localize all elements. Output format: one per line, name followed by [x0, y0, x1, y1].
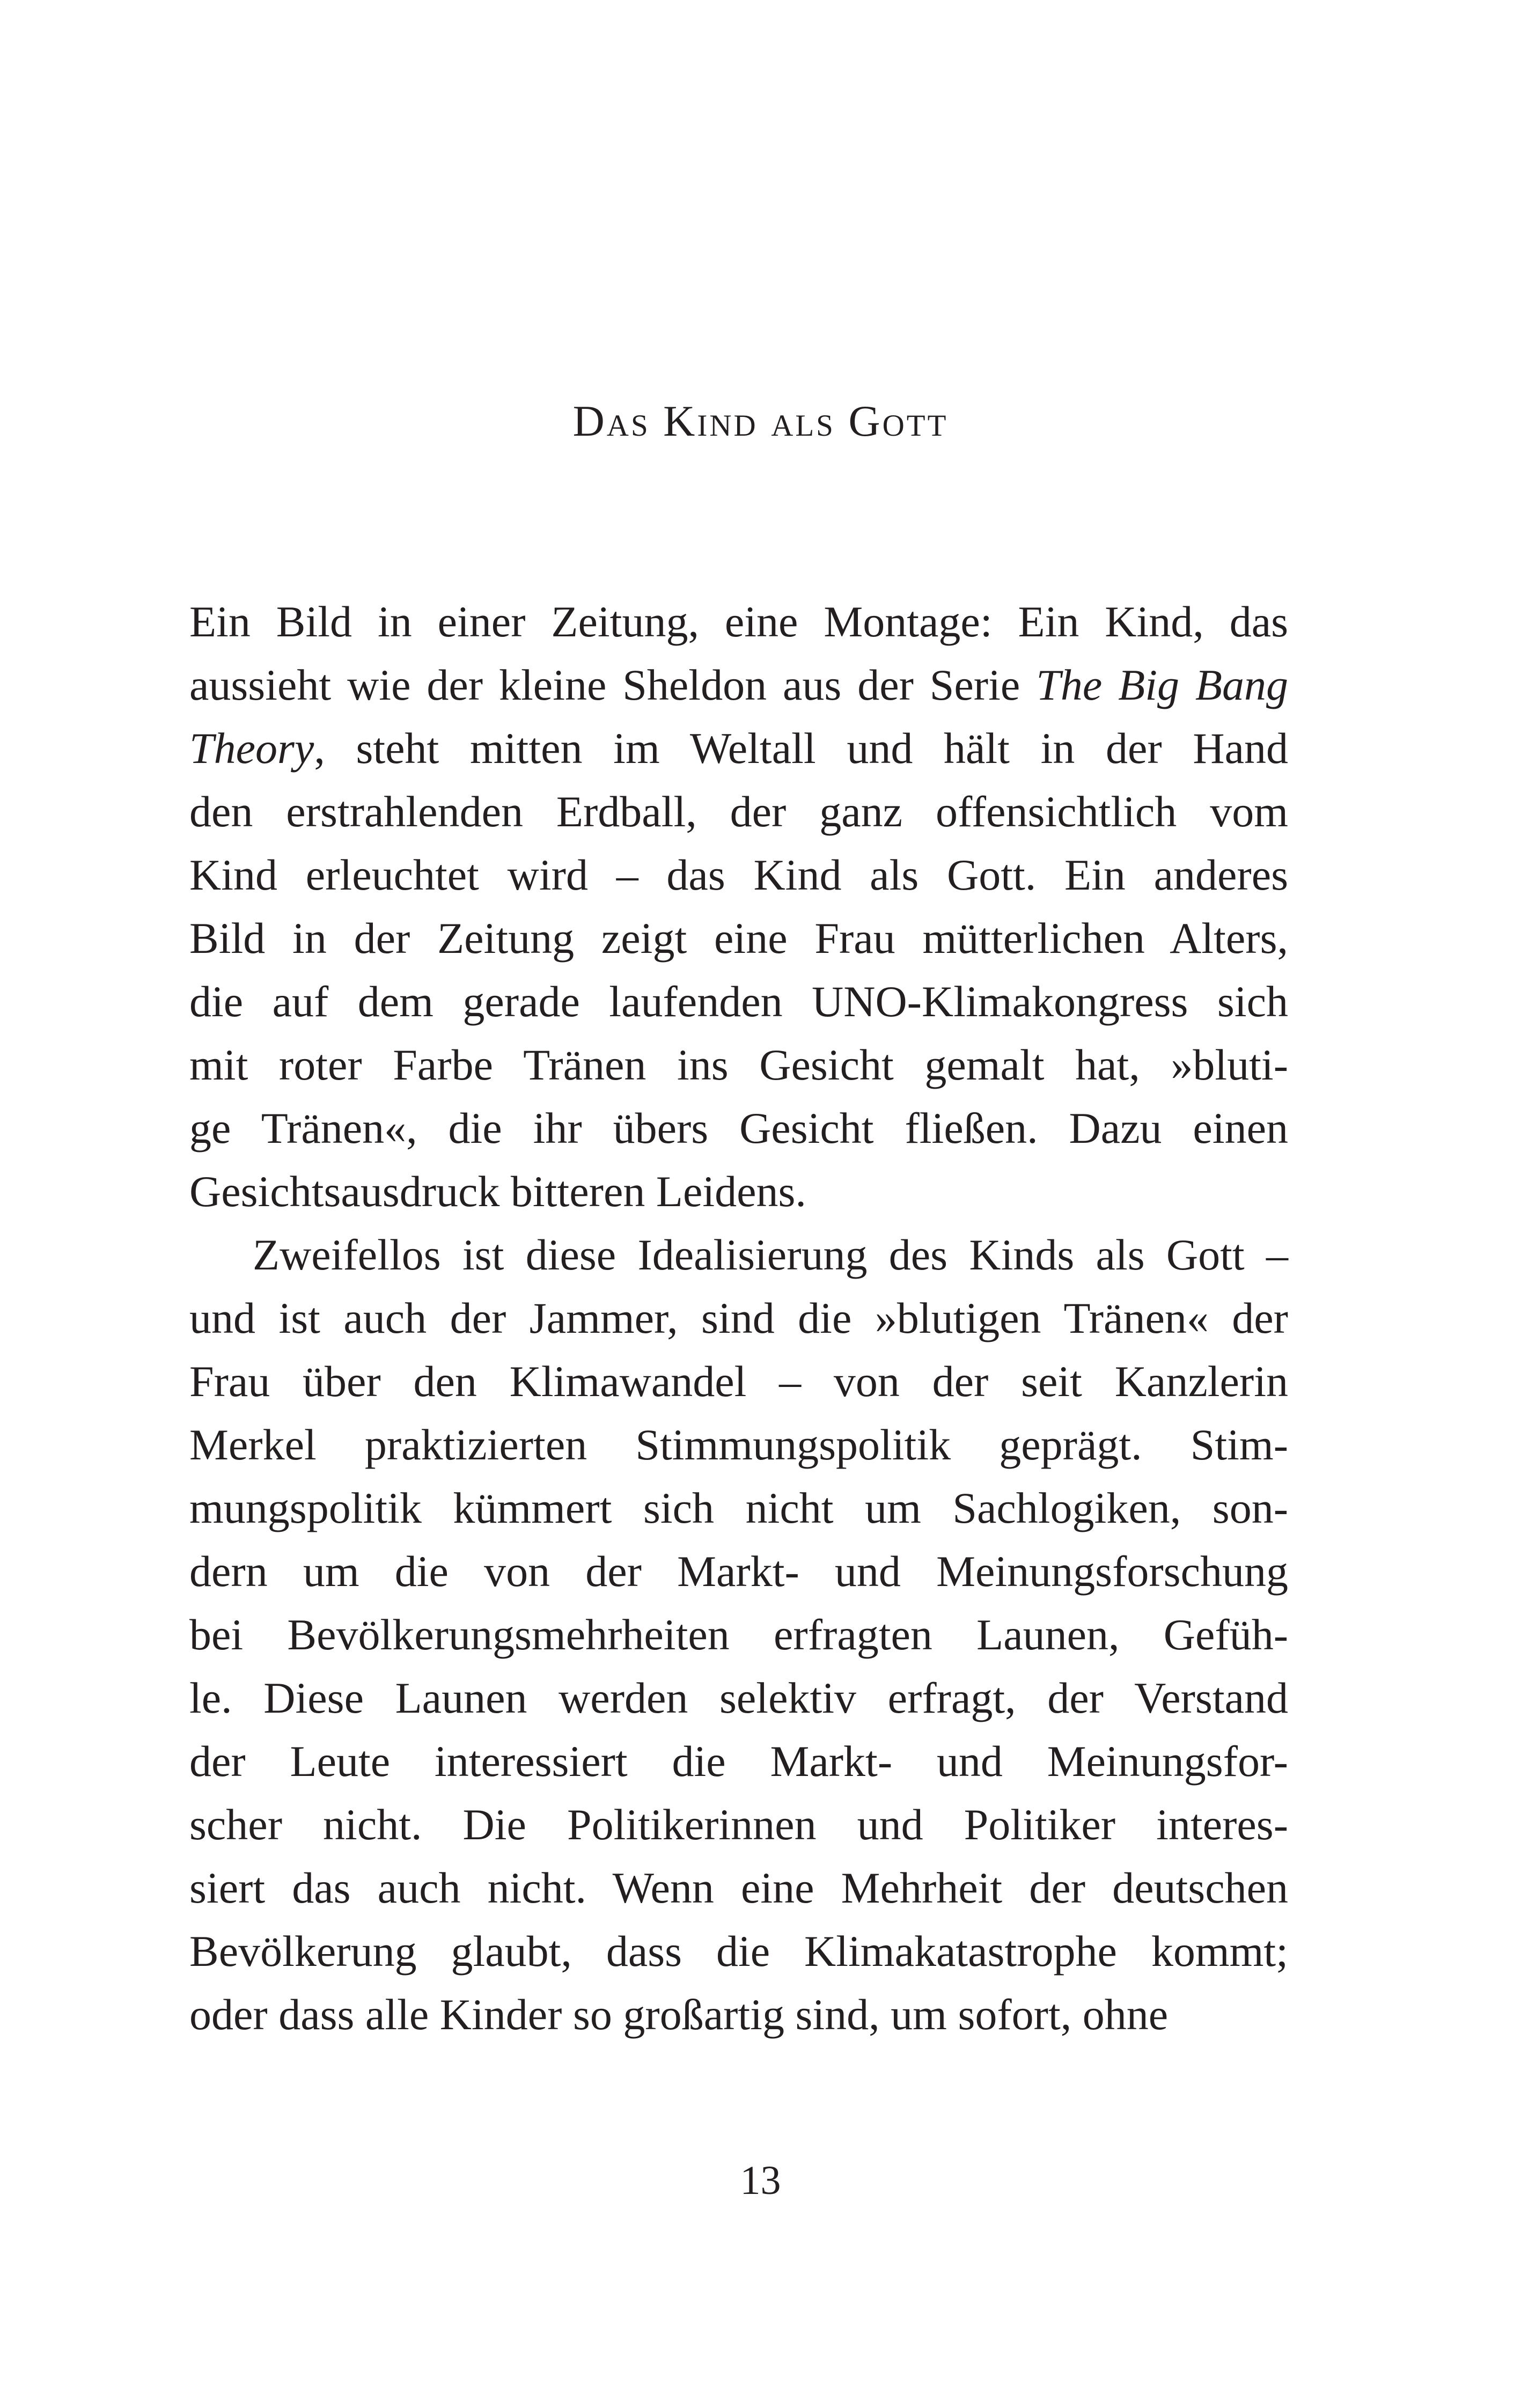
text-segment: scher nicht. Die Politikerinnen und Politiker interes- [189, 1800, 1288, 1849]
text-line [189, 590, 1288, 654]
text-line [189, 1223, 1288, 1287]
text-line [189, 1477, 1288, 1540]
page-number: 13 [740, 2158, 781, 2203]
text-line [189, 1920, 1288, 1983]
text-segment: Merkel praktizierten Stimmungspolitik geprägt. Stim- [189, 1420, 1288, 1469]
text-segment: dern um die von der Markt- und Meinungsforschung [189, 1547, 1288, 1596]
text-line [189, 1097, 1288, 1160]
text-line [189, 1160, 1288, 1223]
text-segment: Gesichtsausdruck bitteren Leidens. [189, 1167, 806, 1216]
text-line [189, 654, 1288, 717]
text-line [189, 843, 1288, 907]
text-line [189, 717, 1288, 780]
text-segment: Bild in der Zeitung zeigt eine Frau mütterlichen Alters, [189, 914, 1288, 963]
text-segment: die auf dem gerade laufenden UNO-Klimakongress sich [189, 977, 1288, 1026]
text-line [189, 1540, 1288, 1603]
text-segment: mungspolitik kümmert sich nicht um Sachlogiken, son- [189, 1484, 1288, 1532]
text-line [189, 780, 1288, 843]
text-segment: Bevölkerung glaubt, dass die Klimakatastrophe kommt; [189, 1927, 1288, 1976]
text-line [189, 1287, 1288, 1350]
text-segment: der Leute interessiert die Markt- und Meinungsfor- [189, 1737, 1288, 1786]
paragraph [189, 590, 1288, 1223]
body-text [189, 590, 1288, 2046]
chapter-title: Das Kind als Gott [572, 397, 949, 445]
text-line [189, 1413, 1288, 1477]
text-line [189, 1793, 1288, 1856]
text-line [189, 1730, 1288, 1793]
text-line [189, 1983, 1288, 2046]
text-line [189, 970, 1288, 1033]
text-segment: ge Tränen«, die ihr übers Gesicht fließen. Dazu einen [189, 1104, 1288, 1152]
text-segment: aussieht wie der kleine Sheldon aus der Serie [189, 660, 1037, 709]
text-segment: siert das auch nicht. Wenn eine Mehrheit der deutschen [189, 1863, 1288, 1912]
text-segment: le. Diese Launen werden selektiv erfragt, der Verstand [189, 1673, 1288, 1722]
text-line [189, 1603, 1288, 1666]
text-segment: Frau über den Klimawandel – von der seit Kanzlerin [189, 1357, 1288, 1406]
text-line [189, 907, 1288, 970]
text-segment: und ist auch der Jammer, sind die »blutigen Tränen« der [189, 1294, 1288, 1342]
text-segment: bei Bevölkerungsmehrheiten erfragten Launen, Gefüh- [189, 1610, 1288, 1659]
text-line [189, 1856, 1288, 1920]
text-segment: Kind erleuchtet wird – das Kind als Gott. Ein anderes [189, 850, 1288, 899]
text-segment: Zweifellos ist diese Idealisierung des Kinds als Gott – [253, 1230, 1288, 1279]
text-segment: mit roter Farbe Tränen ins Gesicht gemalt hat, »bluti- [189, 1040, 1288, 1089]
text-segment: , steht mitten im Weltall und hält in der Hand [314, 724, 1288, 773]
italic-title: The Big Bang [1036, 660, 1289, 709]
text-segment: oder dass alle Kinder so großartig sind, um sofort, ohne [189, 1990, 1169, 2039]
text-segment: den erstrahlenden Erdball, der ganz offensichtlich vom [189, 787, 1288, 836]
text-line [189, 1350, 1288, 1413]
italic-title: Theory [189, 724, 314, 773]
paragraph [189, 1223, 1288, 2046]
text-line [189, 1666, 1288, 1730]
text-segment: Ein Bild in einer Zeitung, eine Montage: Ein Kind, das [189, 597, 1288, 646]
text-line [189, 1033, 1288, 1097]
